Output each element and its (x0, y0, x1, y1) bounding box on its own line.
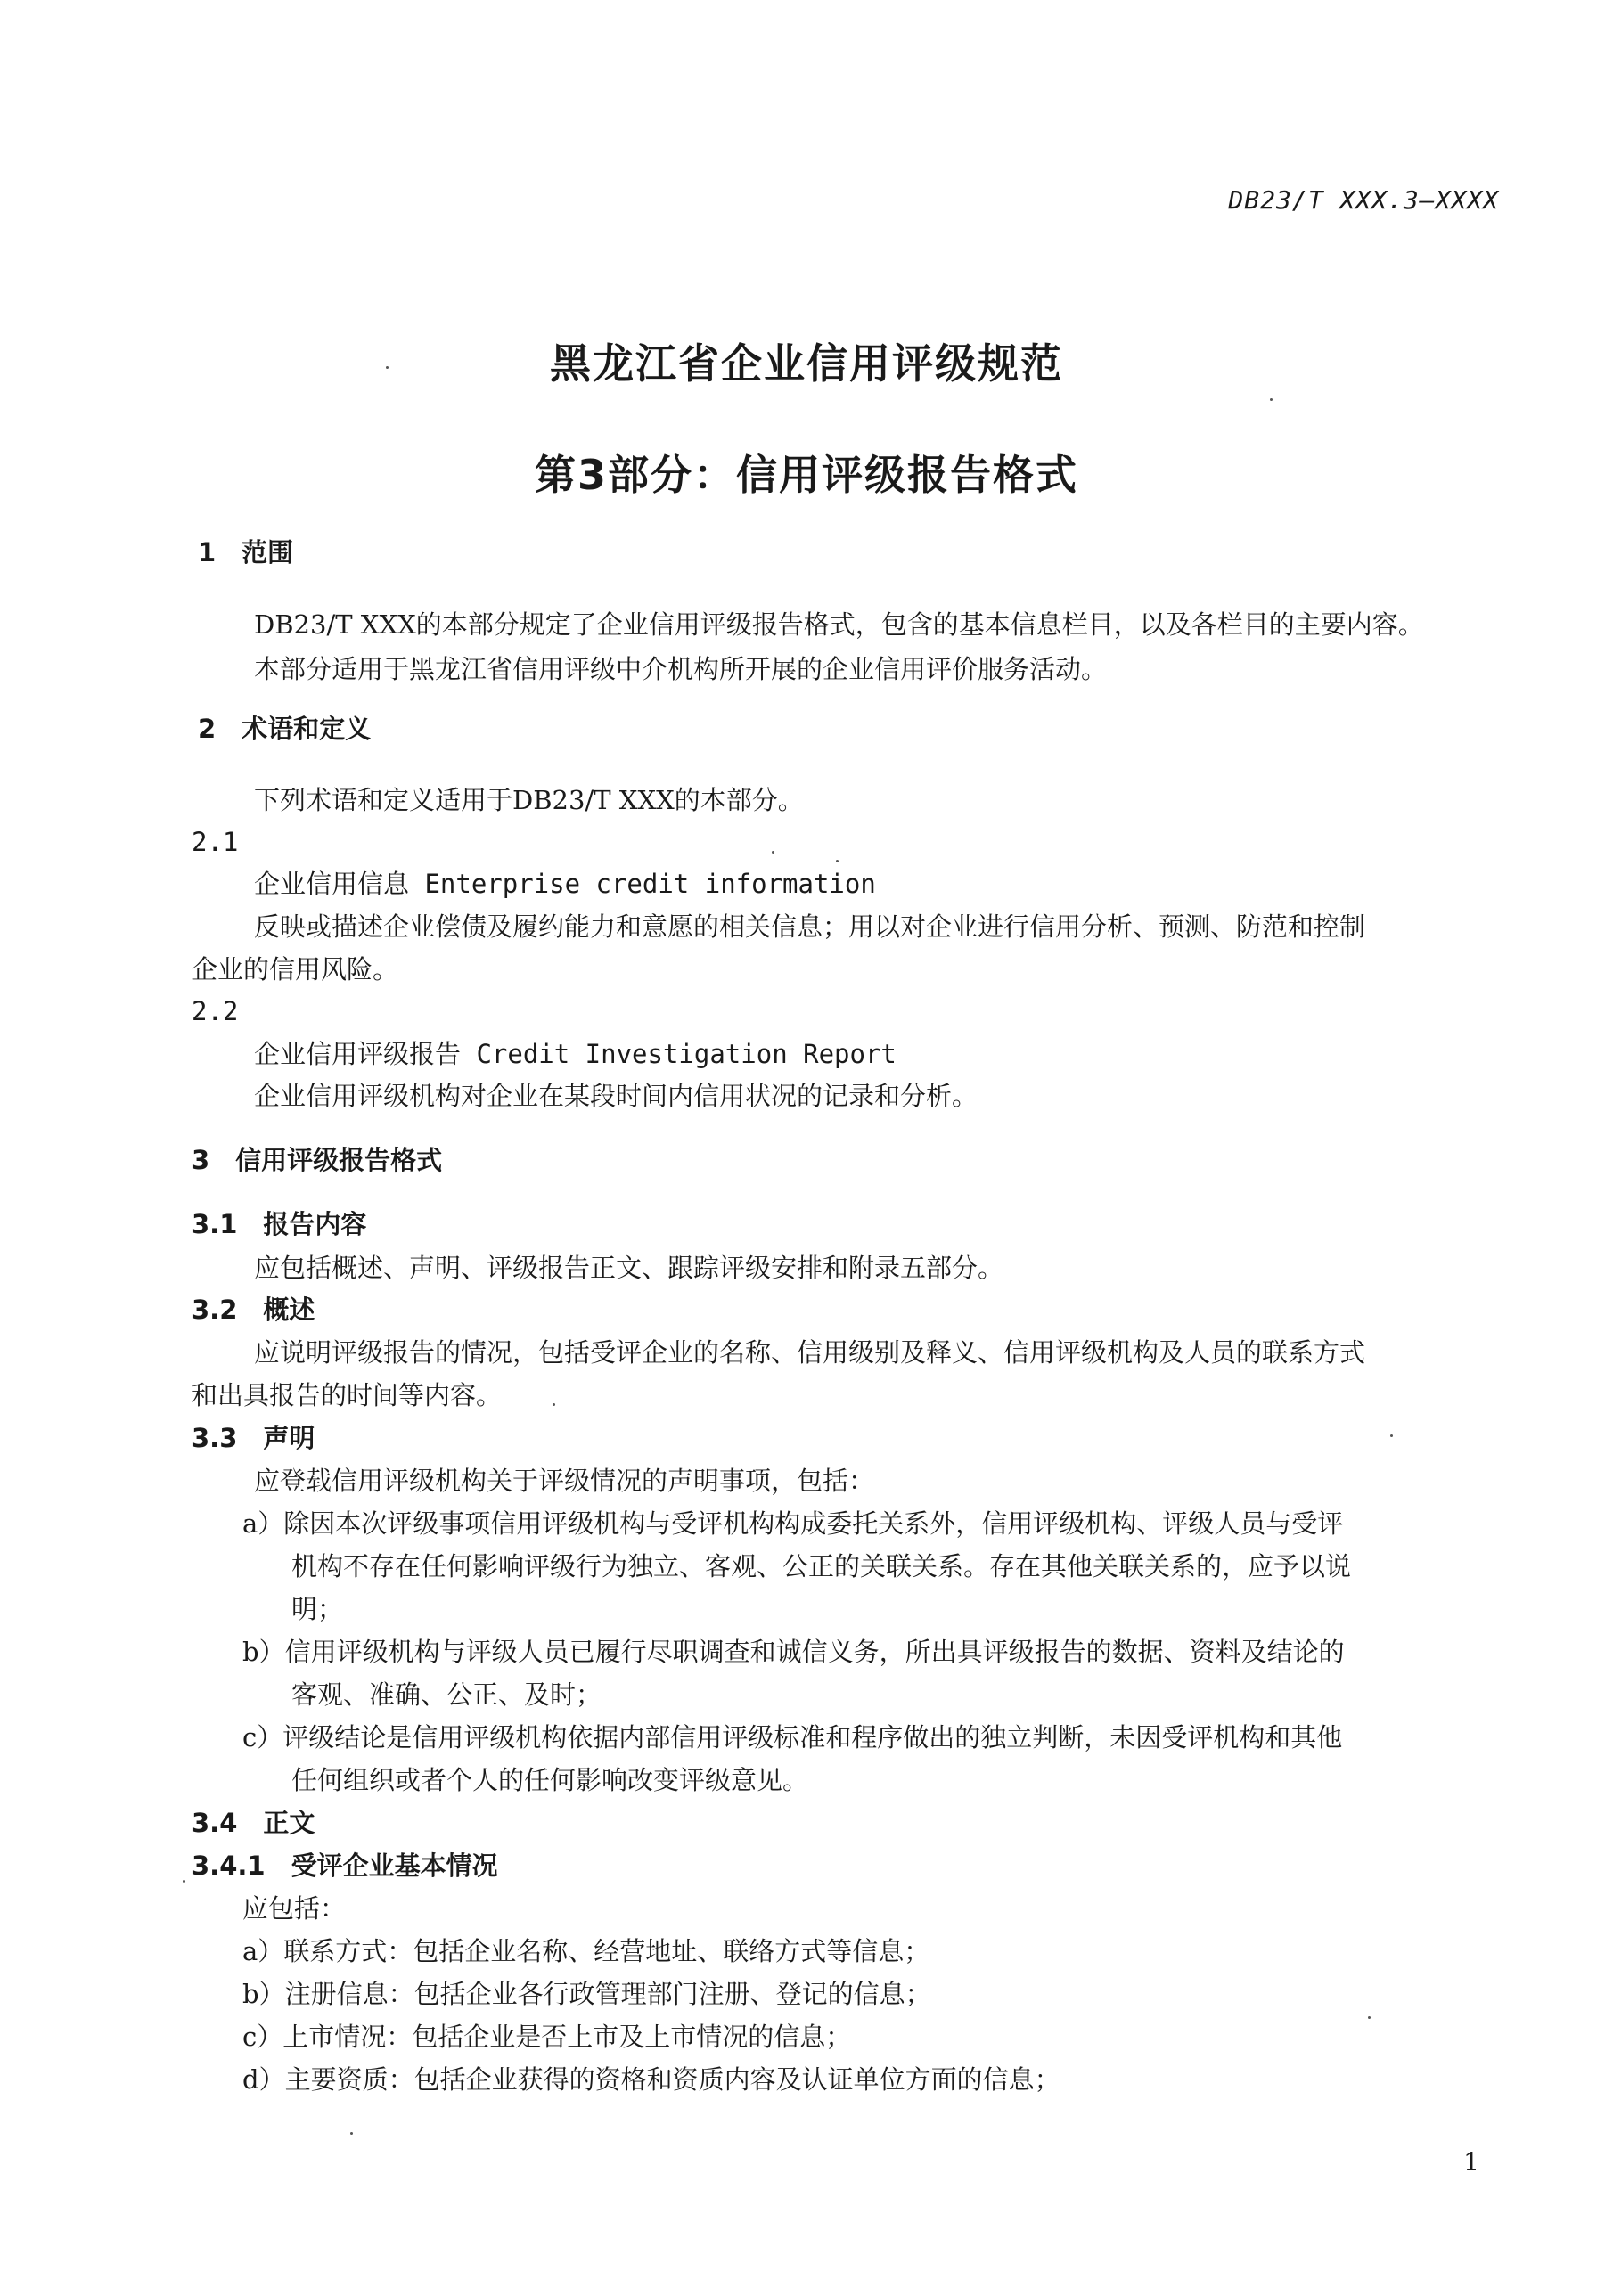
section-2-intro: 下列术语和定义适用于DB23/T XXX的本部分。 (254, 785, 804, 815)
subsection-heading: 3.2 概述 (192, 1295, 315, 1325)
document-title: 黑龙江省企业信用评级规范 (550, 339, 1063, 388)
subsection-text: 和出具报告的时间等内容。 (192, 1380, 503, 1410)
subsection-text: 应说明评级报告的情况，包括受评企业的名称、信用级别及释义、信用评级机构及人员的联系方式 (254, 1337, 1366, 1368)
term-definition: 企业信用评级机构对企业在某段时间内信用状况的记录和分析。 (254, 1081, 978, 1111)
document-code: DB23/T XXX.3—XXXX (1228, 185, 1499, 215)
list-item: a）联系方式：包括企业名称、经营地址、联络方式等信息； (242, 1936, 930, 1966)
subsection-text: 应登载信用评级机构关于评级情况的声明事项，包括： (254, 1466, 875, 1496)
list-item-continued: 机构不存在任何影响评级行为独立、客观、公正的关联关系。存在其他关联关系的，应予以说 (291, 1551, 1352, 1581)
term-number: 2.1 (192, 827, 239, 857)
subsection-text: 应包括： (242, 1893, 347, 1924)
list-item: c）上市情况：包括企业是否上市及上市情况的信息； (242, 2022, 852, 2052)
term-title: 企业信用评级报告 Credit Investigation Report (254, 1039, 897, 1069)
list-item-continued: 任何组织或者个人的任何影响改变评级意见。 (291, 1765, 809, 1795)
scan-speck (386, 366, 389, 369)
subsection-heading: 3.4 正文 (192, 1808, 315, 1838)
list-item: b）信用评级机构与评级人员已履行尽职调查和诚信义务，所出具评级报告的数据、资料及结论的 (242, 1637, 1345, 1667)
list-item: a）除因本次评级事项信用评级机构与受评机构构成委托关系外，信用评级机构、评级人员与受评 (242, 1508, 1344, 1539)
term-number: 2.2 (192, 996, 239, 1026)
scan-speck (350, 2132, 353, 2135)
list-item: b）注册信息：包括企业各行政管理部门注册、登记的信息； (242, 1979, 931, 2009)
list-item: d）主要资质：包括企业获得的资格和资质内容及认证单位方面的信息； (242, 2064, 1060, 2095)
section-2-heading: 2 术语和定义 (198, 714, 372, 744)
scan-speck (183, 1880, 185, 1883)
term-title: 企业信用信息 Enterprise credit information (254, 869, 876, 899)
page-number: 1 (1463, 2147, 1479, 2177)
subsection-text: 应包括概述、声明、评级报告正文、跟踪评级安排和附录五部分。 (254, 1253, 1004, 1283)
section-3-heading: 3 信用评级报告格式 (192, 1145, 443, 1175)
term-definition: 反映或描述企业偿债及履约能力和意愿的相关信息；用以对企业进行信用分析、预测、防范和控制 (254, 911, 1366, 942)
scan-speck (1270, 398, 1273, 401)
list-item-continued: 明； (291, 1594, 344, 1624)
subsection-heading: 3.1 报告内容 (192, 1209, 367, 1239)
list-item-continued: 客观、准确、公正、及时； (291, 1679, 602, 1710)
list-item: c）评级结论是信用评级机构依据内部信用评级标准和程序做出的独立判断，未因受评机构和其他 (242, 1722, 1343, 1753)
term-definition: 企业的信用风险。 (192, 954, 399, 985)
scan-speck (772, 851, 774, 854)
scan-speck (1390, 1434, 1393, 1437)
subsection-heading: 3.4.1 受评企业基本情况 (192, 1851, 498, 1881)
subsection-heading: 3.3 声明 (192, 1423, 315, 1453)
scan-speck (836, 860, 839, 862)
scan-speck (1368, 2016, 1371, 2019)
scan-speck (553, 1403, 555, 1406)
section-1-paragraph: 本部分适用于黑龙江省信用评级中介机构所开展的企业信用评价服务活动。 (254, 654, 1108, 684)
section-1-heading: 1 范围 (198, 537, 294, 568)
document-subtitle: 第3部分：信用评级报告格式 (534, 451, 1078, 499)
section-1-paragraph: DB23/T XXX的本部分规定了企业信用评级报告格式，包含的基本信息栏目，以及各栏目的主要内容。 (254, 609, 1424, 640)
